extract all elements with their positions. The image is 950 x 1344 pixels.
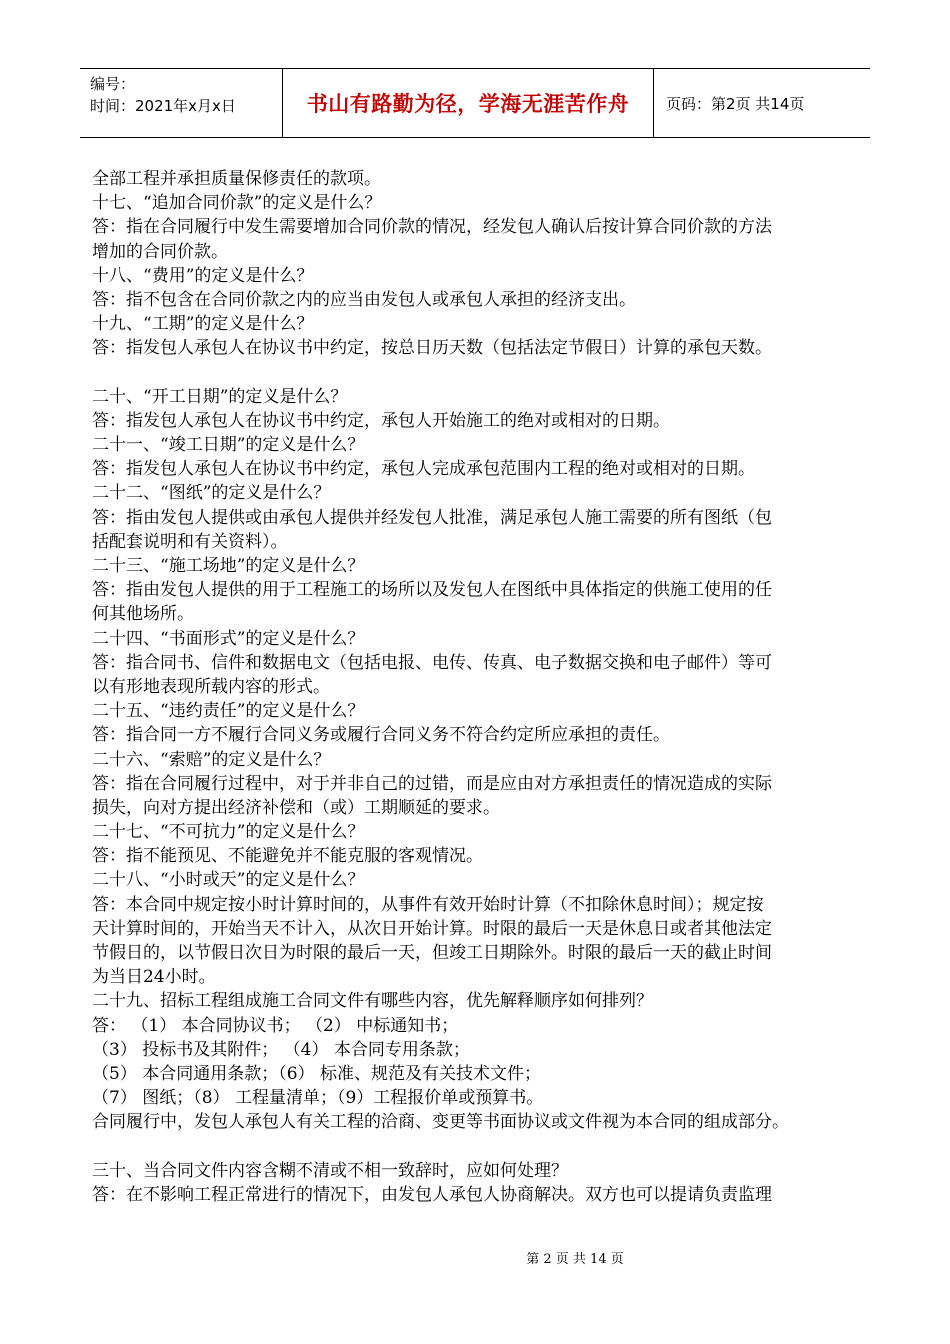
- text-line: 二十六、“索赔”的定义是什么？: [92, 749, 331, 770]
- document-time-label: 时间：2021年x月x日: [90, 97, 236, 115]
- text-line: 天计算时间的，开始当天不计入，从次日开始计算。时限的最后一天是休息日或者其他法定: [92, 918, 772, 939]
- text-line: 合同履行中，发包人承包人有关工程的洽商、变更等书面协议或文件视为本合同的组成部分。: [92, 1112, 789, 1133]
- document-number-label: 编号：: [90, 75, 136, 93]
- text-line: 二十、“开工日期”的定义是什么？: [92, 386, 348, 407]
- text-line: 增加的合同价款。: [92, 241, 228, 262]
- text-line: 二十五、“违约责任”的定义是什么？: [92, 701, 365, 722]
- header-motto: 书山有路勤为径，学海无涯苦作舟: [283, 69, 654, 137]
- header-page-number: 页码：第2页 共14页: [666, 94, 805, 113]
- page-header: [80, 68, 870, 138]
- text-line: 答：指由发包人提供或由承包人提供并经发包人批准，满足承包人施工需要的所有图纸（包: [92, 507, 772, 528]
- text-line: 答：指在合同履行过程中，对于并非自己的过错，而是应由对方承担责任的情况造成的实际: [92, 773, 772, 794]
- text-line: 答：指合同一方不履行合同义务或履行合同义务不符合约定所应承担的责任。: [92, 725, 670, 746]
- text-line: （3） 投标书及其附件； （4） 本合同专用条款；: [92, 1039, 470, 1060]
- text-line: 答：指合同书、信件和数据电文（包括电报、电传、传真、电子数据交换和电子邮件）等可: [92, 652, 772, 673]
- document-body: [92, 167, 864, 1207]
- text-line: 三十、当合同文件内容含糊不清或不相一致辞时，应如何处理？: [92, 1160, 568, 1181]
- text-line: 十八、“费用”的定义是什么？: [92, 265, 314, 286]
- text-line: 何其他场所。: [92, 604, 194, 625]
- text-line: 二十七、“不可抗力”的定义是什么？: [92, 822, 365, 843]
- text-line: 二十九、招标工程组成施工合同文件有哪些内容，优先解释顺序如何排列？: [92, 991, 653, 1012]
- page-footer: [0, 1248, 950, 1267]
- text-line: 以有形地表现所载内容的形式。: [92, 676, 330, 697]
- text-line: （7） 图纸；（8） 工程量清单；（9）工程报价单或预算书。: [92, 1088, 544, 1109]
- text-line: （5） 本合同通用条款；（6） 标准、规范及有关技术文件；: [92, 1063, 541, 1084]
- text-line: 为当日24小时。: [92, 967, 216, 988]
- text-line: 括配套说明和有关资料）。: [92, 531, 288, 552]
- text-line: 十七、“追加合同价款”的定义是什么？: [92, 193, 382, 214]
- text-line: 全部工程并承担质量保修责任的款项。: [92, 169, 381, 189]
- text-line: 答： （1） 本合同协议书； （2） 中标通知书；: [92, 1015, 459, 1036]
- text-line: 节假日的，以节假日次日为时限的最后一天，但竣工日期除外。时限的最后一天的截止时间: [92, 943, 772, 963]
- text-line: 答：在不影响工程正常进行的情况下，由发包人承包人协商解决。双方也可以提请负责监理: [92, 1184, 772, 1205]
- text-line: 答：指不包含在合同价款之内的应当由发包人或承包人承担的经济支出。: [92, 289, 636, 310]
- text-line: 答：本合同中规定按小时计算时间的，从事件有效开始时计算（不扣除休息时间）；规定按: [92, 894, 764, 915]
- text-line: 二十四、“书面形式”的定义是什么？: [92, 628, 365, 649]
- text-line: 十九、“工期”的定义是什么？: [92, 314, 314, 335]
- text-line: 答：指在合同履行中发生需要增加合同价款的情况，经发包人确认后按计算合同价款的方法: [92, 217, 772, 238]
- text-line: 答：指不能预见、不能避免并不能克服的客观情况。: [92, 846, 483, 867]
- blank-line: [92, 361, 864, 385]
- footer-page-number: 第 2 页 共 14 页: [526, 1252, 624, 1267]
- header-left-cell: [80, 69, 283, 137]
- text-line: 二十一、“竣工日期”的定义是什么？: [92, 435, 365, 456]
- text-line: 二十八、“小时或天”的定义是什么？: [92, 870, 365, 891]
- blank-line: [92, 1135, 864, 1159]
- text-line: 答：指发包人承包人在协议书中约定，承包人开始施工的绝对或相对的日期。: [92, 410, 670, 431]
- text-line: 二十三、“施工场地”的定义是什么？: [92, 556, 365, 576]
- text-line: 答：指发包人承包人在协议书中约定，按总日历天数（包括法定节假日）计算的承包天数。: [92, 338, 772, 359]
- text-line: 二十二、“图纸”的定义是什么？: [92, 483, 331, 504]
- text-line: 损失，向对方提出经济补偿和（或）工期顺延的要求。: [92, 797, 500, 818]
- text-line: 答：指发包人承包人在协议书中约定，承包人完成承包范围内工程的绝对或相对的日期。: [92, 459, 755, 480]
- text-line: 答：指由发包人提供的用于工程施工的场所以及发包人在图纸中具体指定的供施工使用的任: [92, 580, 772, 601]
